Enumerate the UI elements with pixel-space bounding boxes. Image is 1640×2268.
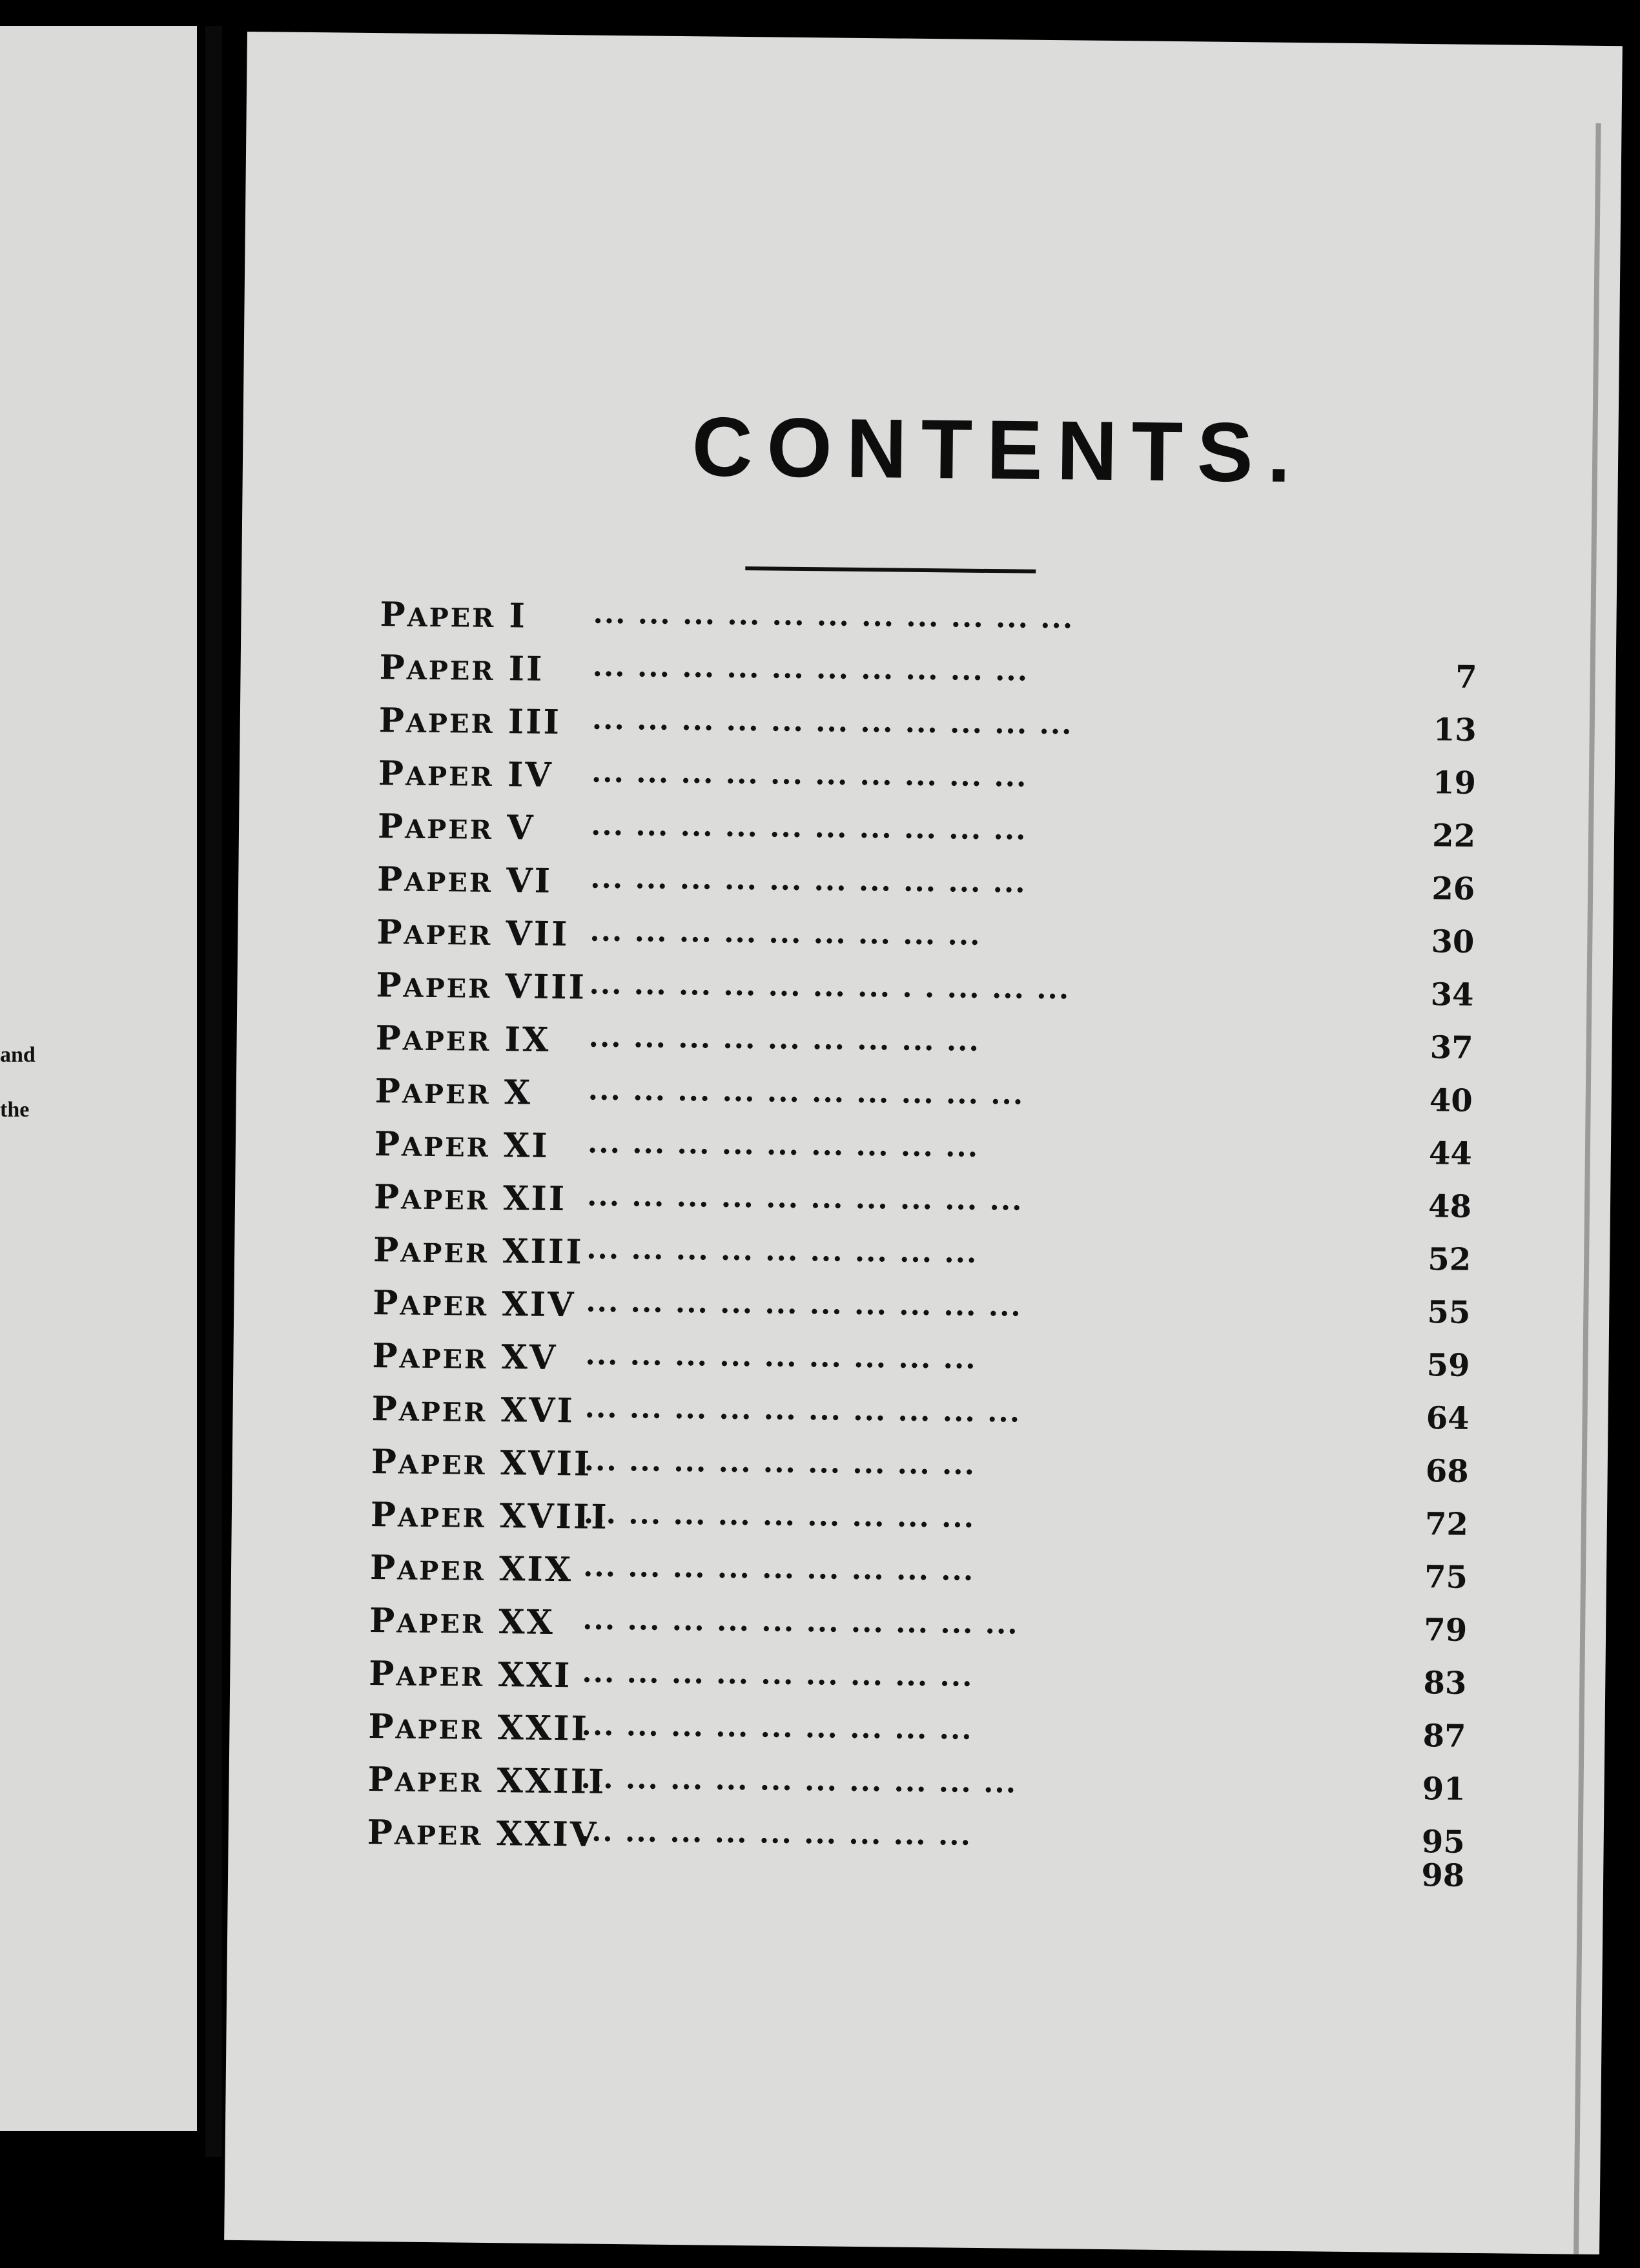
toc-entry-label [376, 965, 586, 1007]
paper-numeral: XIX [498, 1549, 573, 1590]
page-number: 30 [1431, 923, 1475, 960]
label-small-caps: APER [406, 655, 495, 687]
page-number: 52 [1428, 1241, 1471, 1278]
toc-entry-label [367, 1760, 606, 1802]
page-number: 7 [1455, 659, 1477, 696]
label-small-caps: APER [400, 1237, 489, 1269]
label-initial: P [371, 1389, 400, 1429]
label-small-caps: APER [398, 1396, 487, 1428]
paper-numeral: III [507, 702, 562, 743]
label-initial: P [367, 1760, 396, 1800]
paper-numeral: VII [506, 914, 569, 954]
label-small-caps: APER [405, 708, 495, 740]
toc-entry-label [371, 1495, 609, 1537]
toc-entry-label [371, 1442, 591, 1484]
label-small-caps: APER [396, 1555, 486, 1587]
label-small-caps: APER [398, 1449, 487, 1481]
label-initial: P [369, 1548, 398, 1588]
dot-leader: ... ... ... ... ... ... ... ... ... [582, 1656, 974, 1693]
dot-leader: ... ... ... ... ... ... ... ... ... [584, 1444, 976, 1481]
page-number: 98 [1421, 1857, 1465, 1894]
label-small-caps: APER [407, 602, 496, 634]
dot-leader: ... ... ... ... ... ... ... ... ... ... [580, 1762, 1018, 1800]
toc-entry-label [378, 807, 535, 848]
page-number: 13 [1433, 712, 1477, 748]
dot-leader: ... ... ... ... ... ... ... . . ... ... ... [589, 967, 1071, 1006]
toc-entry-label [373, 1283, 576, 1325]
page-number: 26 [1431, 871, 1475, 907]
label-initial: P [373, 1230, 401, 1270]
toc-entry-label [380, 595, 527, 635]
toc-entry-label [367, 1813, 598, 1855]
label-small-caps: APER [404, 814, 494, 845]
toc-row-final-number [366, 1857, 1465, 1930]
label-initial: P [369, 1601, 397, 1641]
label-initial: P [367, 1813, 395, 1853]
dot-leader: ... ... ... ... ... ... ... ... ... [581, 1709, 973, 1746]
page-number: 34 [1430, 976, 1474, 1013]
label-initial: P [376, 860, 405, 900]
page-number: 37 [1430, 1029, 1473, 1066]
dot-leader: ... ... ... ... ... ... ... ... ... ... [588, 1073, 1025, 1111]
label-small-caps: APER [395, 1767, 484, 1799]
paper-numeral: XIV [502, 1284, 576, 1325]
toc-entry-label [378, 701, 561, 742]
label-small-caps: APER [400, 1184, 490, 1216]
dot-leader: ... ... ... ... ... ... ... ... ... ... [586, 1179, 1023, 1217]
dot-leader: ... ... ... ... ... ... ... ... ... [586, 1232, 978, 1270]
paper-numeral: XVI [500, 1390, 575, 1431]
page-number: 68 [1425, 1453, 1470, 1490]
binding-gutter [205, 26, 222, 2157]
page-number: 95 [1421, 1824, 1465, 1861]
toc-entry-label [375, 1018, 550, 1060]
paper-numeral: XV [501, 1337, 558, 1378]
label-initial: P [378, 701, 407, 741]
dot-leader: ... ... ... ... ... ... ... ... ... ... [591, 756, 1028, 794]
label-initial: P [374, 1071, 403, 1111]
dot-leader: ... ... ... ... ... ... ... ... ... [587, 1126, 979, 1164]
toc-entry-label [369, 1601, 555, 1642]
paper-numeral: XI [503, 1126, 549, 1166]
page-number: 83 [1423, 1665, 1467, 1702]
toc-entry-label [374, 1124, 549, 1166]
dot-leader: ... ... ... ... ... ... ... ... ... ... [586, 1285, 1023, 1323]
title-rule [745, 566, 1036, 573]
page-number: 59 [1426, 1347, 1470, 1384]
label-small-caps: APER [394, 1820, 483, 1851]
dot-leader: ... ... ... ... ... ... ... ... ... ... [584, 1391, 1021, 1429]
paper-numeral: XXI [498, 1655, 572, 1696]
label-small-caps: APER [399, 1343, 488, 1375]
dot-leader: ... ... ... ... ... ... ... ... ... [582, 1550, 975, 1587]
contents-list [366, 595, 1477, 1930]
paper-numeral: VI [506, 861, 553, 901]
label-initial: P [380, 595, 407, 635]
paper-numeral: VIII [505, 967, 587, 1007]
page-number: 75 [1424, 1559, 1468, 1596]
toc-entry-label [376, 912, 569, 954]
paper-numeral: V [506, 808, 535, 848]
dot-leader: ... ... ... ... ... ... ... ... ... ... [590, 809, 1027, 847]
label-initial: P [378, 754, 406, 794]
toc-entry-label [377, 860, 552, 901]
toc-entry-label [368, 1707, 589, 1749]
page-number: 22 [1431, 818, 1476, 854]
dot-leader: ... ... ... ... ... ... ... ... ... ... [582, 1603, 1019, 1641]
toc-entry-label [369, 1654, 572, 1695]
dot-leader: ... ... ... ... ... ... ... ... ... [580, 1815, 972, 1852]
dot-leader: ... ... ... ... ... ... ... ... ... ... [589, 861, 1027, 900]
label-initial: P [377, 807, 405, 847]
page-number: 72 [1424, 1506, 1469, 1543]
label-initial: P [373, 1177, 402, 1217]
page-number: 64 [1426, 1400, 1470, 1437]
label-initial: P [379, 648, 407, 688]
label-small-caps: APER [404, 867, 493, 898]
left-page-fragment: and [0, 1043, 36, 1067]
label-initial: P [376, 912, 404, 953]
paper-numeral: I [509, 596, 528, 636]
toc-entry-label [373, 1230, 584, 1272]
label-small-caps: APER [402, 1026, 491, 1057]
label-small-caps: APER [397, 1502, 487, 1534]
label-small-caps: APER [396, 1608, 486, 1640]
paper-numeral: XXII [497, 1708, 589, 1749]
page-number: 79 [1424, 1612, 1468, 1649]
label-small-caps: APER [402, 1078, 491, 1110]
label-small-caps: APER [401, 1131, 491, 1163]
previous-page [0, 26, 197, 2131]
page-title: CONTENTS. [691, 399, 1306, 500]
toc-entry-label [371, 1389, 575, 1430]
paper-numeral: XII [502, 1179, 567, 1219]
page-number: 87 [1422, 1718, 1466, 1755]
contents-page [224, 32, 1623, 2254]
label-small-caps: APER [405, 761, 495, 793]
toc-entry-label [378, 754, 553, 795]
label-initial: P [370, 1495, 398, 1535]
toc-entry-label [370, 1548, 573, 1589]
label-initial: P [374, 1124, 402, 1164]
page-number: 55 [1427, 1294, 1471, 1331]
label-initial: P [372, 1336, 400, 1376]
paper-numeral: IX [504, 1020, 551, 1060]
paper-numeral: IV [507, 755, 553, 795]
paper-numeral: XX [498, 1602, 555, 1643]
page-number: 91 [1422, 1771, 1466, 1808]
label-initial: P [373, 1283, 400, 1323]
paper-numeral: XIII [502, 1232, 584, 1272]
label-initial: P [375, 1018, 404, 1058]
toc-entry-label [372, 1336, 557, 1377]
label-initial: P [376, 965, 404, 1005]
dot-leader: ... ... ... ... ... ... ... ... ... [588, 1020, 981, 1058]
label-small-caps: APER [395, 1714, 484, 1746]
page-number: 44 [1428, 1135, 1473, 1172]
paper-numeral: X [504, 1073, 533, 1113]
toc-entry-label [374, 1177, 567, 1219]
paper-numeral: XXIV [496, 1814, 599, 1855]
dot-leader: ... ... ... ... ... ... ... ... ... [583, 1497, 976, 1534]
label-initial: P [369, 1654, 396, 1694]
label-small-caps: APER [396, 1661, 485, 1693]
toc-entry-label [379, 648, 544, 689]
dot-leader: ... ... ... ... ... ... ... ... ... ... ... [593, 597, 1074, 635]
dot-leader: ... ... ... ... ... ... ... ... ... [585, 1338, 977, 1376]
label-small-caps: APER [400, 1290, 489, 1322]
paper-numeral: XVII [500, 1443, 592, 1484]
paper-numeral: II [508, 649, 544, 689]
label-initial: P [368, 1707, 396, 1747]
label-small-caps: APER [403, 973, 492, 1004]
page-number: 48 [1428, 1188, 1472, 1225]
toc-entry-label [374, 1071, 532, 1113]
left-page-fragment: the [0, 1098, 30, 1122]
dot-leader: ... ... ... ... ... ... ... ... ... ... [592, 650, 1029, 688]
label-initial: P [371, 1442, 399, 1482]
label-small-caps: APER [404, 920, 493, 951]
dot-leader: ... ... ... ... ... ... ... ... ... ... ... [591, 703, 1073, 741]
paper-numeral: XXIII [497, 1761, 606, 1802]
page-number: 19 [1432, 765, 1477, 801]
paper-numeral: XVIII [499, 1496, 609, 1537]
page-number: 40 [1429, 1082, 1473, 1119]
dot-leader: ... ... ... ... ... ... ... ... ... [589, 914, 981, 952]
